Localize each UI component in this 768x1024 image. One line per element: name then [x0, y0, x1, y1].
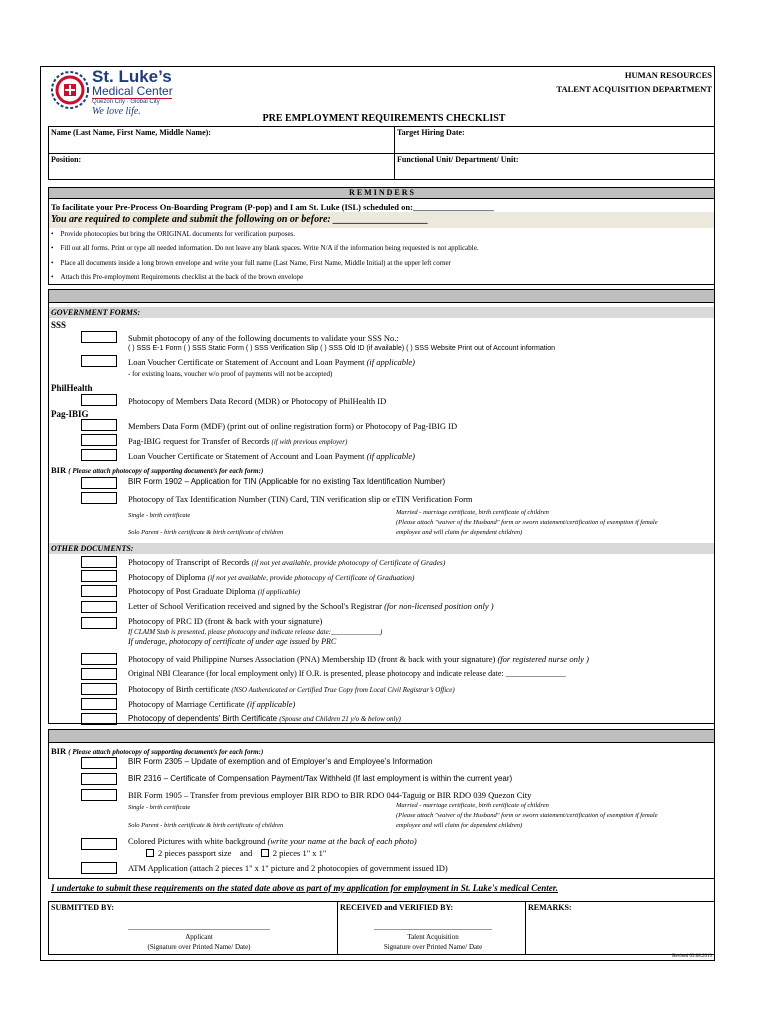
undertaking-statement: I undertake to submit these requirements on the stated date above as part of my application for employment in St. Luke's medical Center. [51, 883, 559, 893]
bir-item-1: BIR Form 1902 – Application for TIN (Applicable for no existing Tax Identification Number) [128, 477, 446, 486]
other-checkbox-10[interactable] [81, 713, 117, 725]
other-item-6: Photocopy of vaid Philippine Nurses Association (PNA) Membership ID (front & back with your signature) (for registered nurse only ) [128, 654, 589, 664]
one-by-one-checkbox[interactable] [261, 849, 269, 857]
ta-sign-line [374, 929, 492, 930]
passport-size-checkbox[interactable] [146, 849, 154, 857]
sss-options: ( ) SSS E-1 Form ( ) SSS Static Form ( ) SSS Verification Slip ( ) SSS Old ID (if available) ( ) SSS Website Print out of Account information [128, 345, 556, 352]
revised-date: Revised 03.08.2019 [672, 954, 712, 959]
bir-single: Single - birth certificate [128, 512, 191, 519]
other-checkbox-7[interactable] [81, 668, 117, 680]
pagibig-item-3: Loan Voucher Certificate or Statement of Account and Loan Payment (if applicable) [128, 451, 415, 461]
other-item-5-underage: If underage, photocopy of certificate of under age issued by PRC [128, 637, 337, 646]
applicant-sign-line [128, 929, 270, 930]
other-item-1: Photocopy of Transcript of Records (if not yet available, provide photocopy of Certificate of Grades) [128, 557, 446, 567]
signature-divider-2 [525, 901, 526, 955]
gov-forms-header: GOVERNMENT FORMS: [51, 308, 141, 317]
name-field[interactable]: Name (Last Name, First Name, Middle Name): [51, 128, 211, 137]
other-checkbox-4[interactable] [81, 601, 117, 613]
sec2-married-1: Married - marriage certificate, birth certificate of children [396, 802, 549, 809]
logo-emblem-icon [50, 70, 90, 110]
pagibig-checkbox-1[interactable] [81, 419, 117, 431]
sss-item-2: Loan Voucher Certificate or Statement of Account and Loan Payment (if applicable) [128, 357, 415, 367]
section-2-bar [48, 729, 715, 743]
gov-header-band [49, 307, 714, 318]
pagibig-item-1: Members Data Form (MDF) (print out of online registration form) or Photocopy of Pag-IBIG ID [128, 421, 458, 431]
section-1-bar [48, 289, 715, 303]
sec2-checkbox-3[interactable] [81, 789, 117, 801]
reminder-item: • Fill out all forms. Print or type all needed information. Do not leave any blank spaces. Write N/A if the information being requested is not applicable. [51, 244, 479, 252]
bir-solo: Solo Parent - birth certificate & birth certificate of children [128, 529, 284, 536]
sec2-solo: Solo Parent - birth certificate & birth certificate of children [128, 822, 284, 829]
position-field[interactable]: Position: [51, 155, 82, 164]
other-item-5: Photocopy of PRC ID (front & back with your signature) [128, 616, 323, 626]
philhealth-label: PhilHealth [51, 383, 93, 393]
applicant-signature-note: (Signature over Printed Name/ Date) [147, 943, 251, 951]
pagibig-item-2: Pag-IBIG request for Transfer of Records (if with previous employer) [128, 436, 348, 446]
bir-checkbox-2[interactable] [81, 492, 117, 504]
pagibig-checkbox-3[interactable] [81, 449, 117, 461]
received-verified-label: RECEIVED and VERIFIED BY: [340, 903, 454, 912]
sec2-item-1: BIR Form 2305 – Update of exemption and of Employer’s and Employee’s Information [128, 757, 433, 766]
other-header-band [49, 543, 714, 554]
other-item-3: Photocopy of Post Graduate Diploma (if applicable) [128, 586, 301, 596]
sec2-checkbox-4[interactable] [81, 838, 117, 850]
other-checkbox-2[interactable] [81, 570, 117, 582]
pagibig-label: Pag-IBIG [51, 409, 89, 419]
sec2-bir-label: BIR ( Please attach photocopy of supporting document/s for each form:) [51, 746, 264, 756]
logo-sub: Medical Center [92, 84, 173, 98]
sec2-single: Single - birth certificate [128, 804, 191, 811]
dept-talent-acquisition: TALENT ACQUISITION DEPARTMENT [556, 84, 712, 94]
other-item-2: Photocopy of Diploma (if not yet available, provide photocopy of Certificate of Graduation) [128, 572, 415, 582]
other-item-8: Photocopy of Birth certificate (NSO Authenticated or Certified True Copy from Local Civil Registrar’s Office) [128, 684, 455, 694]
reminder-item: • Provide photocopies but bring the ORIGINAL documents for verification purposes. [51, 230, 296, 238]
pagibig-checkbox-2[interactable] [81, 434, 117, 446]
other-checkbox-3[interactable] [81, 585, 117, 597]
bir-checkbox-1[interactable] [81, 477, 117, 489]
fields-divider-v [394, 126, 395, 180]
sec2-pictures: Colored Pictures with white background (write your name at the back of each photo) [128, 836, 417, 846]
sec2-picture-sizes: 2 pieces passport size and 2 pieces 1" x 1" [146, 848, 326, 858]
sec2-checkbox-5[interactable] [81, 862, 117, 874]
sec2-atm: ATM Application (attach 2 pieces 1" x 1" picture and 2 photocopies of government issued ID) [128, 863, 448, 873]
philhealth-checkbox[interactable] [81, 394, 117, 406]
bir-married-1: Married - marriage certificate, birth certificate of children [396, 509, 549, 516]
bir-married-2: (Please attach "waiver of the Husband" form or sworn statement/certification of exemption if female [396, 519, 658, 526]
other-item-9: Photocopy of Marriage Certificate (if applicable) [128, 699, 296, 709]
page-title: PRE EMPLOYMENT REQUIREMENTS CHECKLIST [262, 113, 506, 124]
reminder-item: • Place all documents inside a long brown envelope and write your full name (Last Name, First Name, Middle Initial) at the upper left corner [51, 259, 451, 267]
applicant-label: Applicant [185, 933, 213, 941]
reminder-ppop: To facilitate your Pre-Process On-Boarding Program (P-pop) and I am St. Luke (ISL) scheduled on:___________________ [51, 202, 494, 212]
other-item-4: Letter of School Verification received and signed by the School's Registrar (for non-licensed position only ) [128, 601, 494, 611]
sec2-married-3: employee and will claim for dependent children) [396, 822, 523, 829]
sec2-item-3: BIR Form 1905 – Transfer from previous employer BIR RDO to BIR RDO 044-Taguig or BIR RDO 039 Quezon City [128, 790, 532, 800]
bir-item-2: Photocopy of Tax Identification Number (TIN) Card, TIN verification slip or eTIN Verification Form [128, 494, 473, 504]
ta-signature-note: Signature over Printed Name/ Date [383, 943, 483, 951]
dept-human-resources: HUMAN RESOURCES [624, 70, 712, 80]
logo-location: Quezon City · Global City [92, 99, 160, 105]
fields-divider-h [48, 153, 715, 154]
other-item-10: Photocopy of dependents’ Birth Certificate (Spouse and Children 21 y/o & below only) [128, 714, 401, 723]
reminder-deadline: You are required to complete and submit the following on or before: ___________________ [51, 214, 429, 225]
submitted-by-label: SUBMITTED BY: [51, 903, 115, 912]
sec2-item-2: BIR 2316 – Certificate of Compensation Payment/Tax Withheld (If last employment is within the current year) [128, 774, 513, 783]
target-hiring-date-field[interactable]: Target Hiring Date: [397, 128, 465, 137]
other-checkbox-1[interactable] [81, 556, 117, 568]
functional-unit-field[interactable]: Functional Unit/ Department/ Unit: [397, 155, 519, 164]
sss-item-2-note: - for existing loans, voucher w/o proof of payments will not be accepted) [128, 370, 333, 378]
logo-name: St. Luke’s [92, 67, 172, 86]
sec2-checkbox-1[interactable] [81, 757, 117, 769]
other-item-7: Original NBI Clearance (for local employment only) If O.R. is presented, please photocopy and indicate release date: _______________ [128, 669, 566, 678]
reminder-item: • Attach this Pre-employment Requirements checklist at the back of the brown envelope [51, 273, 304, 281]
reminders-title: R E M I N D E R S [349, 188, 414, 197]
sss-label: SSS [51, 320, 67, 330]
logo-tagline: We love life. [92, 106, 141, 117]
sss-checkbox-1[interactable] [81, 331, 117, 343]
sec2-married-2: (Please attach "waiver of the Husband" form or sworn statement/certification of exemption if female [396, 812, 658, 819]
other-docs-header: OTHER DOCUMENTS: [51, 544, 134, 553]
other-checkbox-6[interactable] [81, 653, 117, 665]
other-checkbox-8[interactable] [81, 683, 117, 695]
logo [50, 68, 180, 118]
ta-label: Talent Acquisition [407, 933, 459, 941]
other-item-5-claim: If CLAIM Stub is presented, please photocopy and indicate release date:______________) [128, 628, 383, 636]
bir-label: BIR ( Please attach photocopy of supporting document/s for each form:) [51, 465, 264, 475]
sss-item-1: Submit photocopy of any of the following documents to validate your SSS No.: [128, 333, 399, 343]
signature-divider-1 [337, 901, 338, 955]
philhealth-item: Photocopy of Members Data Record (MDR) or Photocopy of PhilHealth ID [128, 396, 387, 406]
bir-married-3: employee and will claim for dependent children) [396, 529, 523, 536]
sss-checkbox-2[interactable] [81, 355, 117, 367]
sec2-checkbox-2[interactable] [81, 773, 117, 785]
remarks-label: REMARKS: [528, 903, 572, 912]
other-checkbox-5[interactable] [81, 617, 117, 629]
other-checkbox-9[interactable] [81, 698, 117, 710]
